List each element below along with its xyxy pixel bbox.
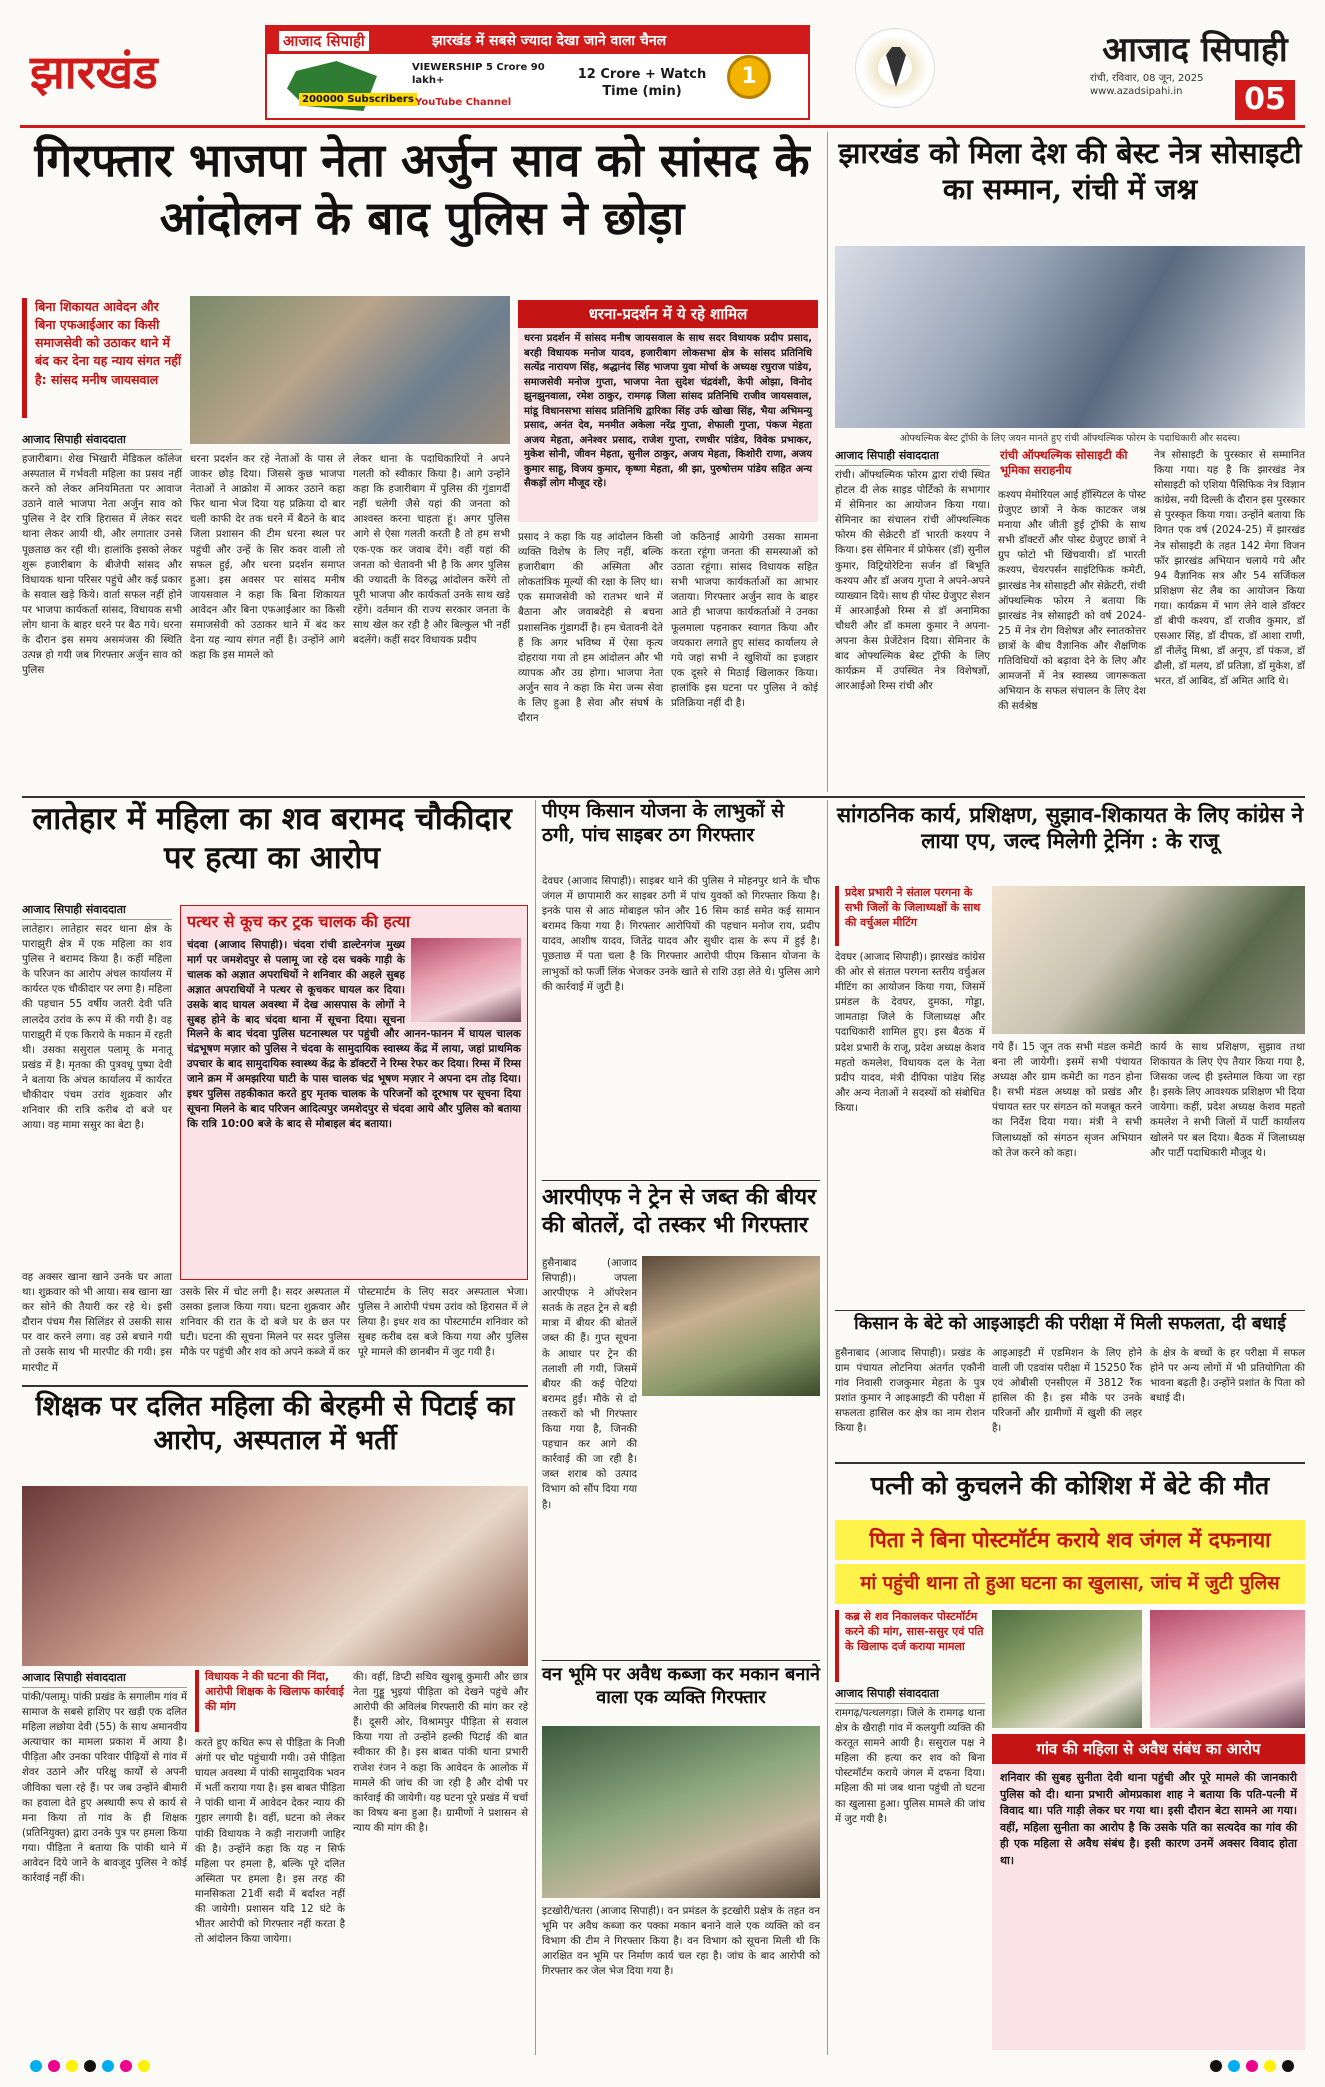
congress-meeting-photo [992,886,1305,1034]
dalit-col1: पांकी/पलामू। पांकी प्रखंड के सगालीम गांव में सामाज के सबसे हाशिए पर खड़ी एक दलित महिला लछोया देवी (55) के साथ अमानवीय अत्याचार का मामला प्रकाश में आया है। पीड़िता और उनका परिवार पीढ़ियों से गांव में शेवर उठाने और परिक्षु कार्यों से अपनी जीविका चला रहे हैं। पर जब उन्होंने बीमारी का हवाला देते हुए अस्थायी रूप से कार्य से मना किया तो गांव के ही शिक्षक (प्रतिनियुक्त) द्वारा उनके पुत्र पर हमला किया गया। पीड़िता ने बताया कि पांकी थाने में आवेदन दिये जाने के बावजूद पुलिस ने कोई कार्रवाई नहीं की। [22,1692,187,1885]
arjun-col2: धरना प्रदर्शन कर रहे नेताओं के पास ले जाकर छोड़ दिया। जिससे कुछ भाजपा नेताओं ने आक्रोश में आकर उठाने कहा फिर थाना भेज दिया यह प्रक्रिया दो बार चली काफी देर तक धरने में बैठने के बाद जिला प्रशासन की टीम धरना स्थल पर पहुंची और उन्हें के सिर कवर वाली तो सफल हुई, और धरना प्रदर्शन समाप्त हुआ। इस अवसर पर सांसद मनीष जायसवाल ने कहा कि बिना शिकायत आवेदन और बिना एफआईआर का किसी समाजसेवी को उठाकर थाने में बंद कर देना यह न्याय संगत नहीं है। उन्होंने आगे कहा कि इस मामले को [190,454,345,662]
rpf-text: हुसैनाबाद (आजाद सिपाही)। जपला आरपीएफ ने ऑपरेशन सतर्क के तहत ट्रेन से बड़ी मात्रा में बीयर की बोतलें जब्त की हैं। गुप्त सूचना के आधार पर ट्रेन की तलाशी ली गयी, जिसमें बीयर की कई पेटियां बरामद हुईं। मौके से दो तस्करों को भी गिरफ्तार किया गया है, जिनकी पहचान कर आगे की कार्रवाई की जा रही है। जब्त शराब को उत्पाद विभाग को सौंप दिया गया है। [542,1258,637,1511]
pen-nib-logo-icon [855,28,935,108]
arjun-col4: प्रसाद ने कहा कि यह आंदोलन किसी व्यक्ति विशेष के लिए नहीं, बल्कि हजारीबाग की अस्मिता और लोकतांत्रिक मूल्यों की रक्षा के लिए था। एक समाजसेवी को रातभर थाने में बैठाना और जवाबदेही से बचना प्रशासनिक गुंडागर्दी है। हम चेतावनी देते हैं कि अगर भविष्य में ऐसा कृत्य दोहराया गया तो हम आंदोलन और भी व्यापक और उग्र होगा। भाजपा नेता अर्जुन साव ने कहा कि मेरा जन्म सेवा के लिए हुआ है सेवा और संघर्ष के दौरान [518,532,663,725]
arjun-byline: आजाद सिपाही संवाददाता [22,432,182,450]
iit-col2: आइआइटी में एडमिशन के लिए होने वाली जी एडवांस परीक्षा में 15250 रैंक एवं ओबीसी एनसीएल में 3812 रैंक हासिल की है। इस मौके पर उनके परिजनों और ग्रामीणों में खुशी की लहर है। [992,1348,1142,1435]
dalit-headline: शिक्षक पर दलित महिला की बेरहमी से पिटाई का आरोप, अस्पताल में भर्ती [35,1391,515,1456]
arjun-col5: जो कठिनाई आयेगी उसका सामना करता रहूंगा जनता की समस्याओं को उठाता रहूंगा। सांसद विधायक सहित सभी भाजपा कार्यकर्ताओं का आभार जताया। गिरफ्तार अर्जुन साव के बाहर आते ही भाजपा कार्यकर्ताओं ने उनका फूलमाला पहनाकर स्वागत किया और जयकारा लगाते हुए सांसद कार्यालय ले गये जहां सभी ने खुशियों का इजहार एक दूसरे से मिठाई खिलाकर किया। हालांकि इस घटना पर पुलिस ने कोई प्रतिक्रिया नहीं दी है। [671,532,818,710]
rpf-seized-beer-photo [642,1256,820,1396]
postmortem-kicker: कब्र से शव निकालकर पोस्टमॉर्टम करने की मांग, सास-ससुर एवं पति के खिलाफ दर्ज कराया मामला [835,1610,985,1682]
eye-col2: कश्यप मेमोरियल आई हॉस्पिटल के पोस्ट ग्रेजुएट छात्रों ने केक काटकर जश्न मनाया और जीती हुई ट्रॉफी के साथ सभी डॉक्टरों और पोस्ट ग्रेजुएट छात्रों ने ग्रुप फोटो भी खिंचवायी। डॉ भारती कश्यप, चेयरपर्सन साइंटिफिक कमेटी, झारखंड नेत्र सोसाइटी और सेक्रेटरी, रांची ऑफ्थल्मिक फोरम ने बताया कि झारखंड नेत्र सोसाइटी को वर्ष 2024-25 में नेत्र रोग विशेषज्ञ और स्नातकोत्तर छात्रों के बीच वैज्ञानिक और शैक्षणिक गतिविधियों को बढ़ावा देने के लिए और आमजनों में नेत्र स्वास्थ्य जागरूकता अभियान के सफल संचालन के लिए देश की सर्वश्रेष्ठ [998,490,1146,713]
dalit-col2: करते हुए कथित रूप से पीड़िता के निजी अंगों पर चोट पहुंचायी गयी। उसे पीड़िता घायल अवस्था में पांकी सामुदायिक भवन में भर्ती कराया गया है। इस बाबत पीड़िता ने पांकी थाना में आवेदन देकर न्याय की गुहार लगायी है। वहीं, घटना को लेकर पांकी विधायक ने कड़ी नाराजगी जाहिर की है। उन्होंने कहा कि यह न सिर्फ महिला पर हमला है, बल्कि पूरे दलित अस्मिता पर हमला है। इस तरह की मानसिकता 21वीं सदी में बर्दाश्त नहीं की जायेगी। प्रशासन यदि 12 घंटे के भीतर आरोपी को गिरफ्तार नहीं करता है तो आंदोलन किया जायेगा। [195,1738,345,1946]
section-rule [542,1660,820,1661]
iit-col3: के क्षेत्र के बच्चों के हर परीक्षा में सफल होने पर अन्य लोगों में भी प्रतियोगिता की भावना बढ़ती है। उन्होंने प्रशांत के पिता को बधाई दी। [1150,1348,1305,1405]
dalit-hospital-photo [22,1486,528,1666]
rpf-text-continued [542,1430,820,1660]
section-rule [835,1462,1305,1464]
iit-col1: हुसैनाबाद (आजाद सिपाही)। प्रखंड के ग्राम पंचायत लोटनिया अंतर्गत एकौनी गांव निवासी राजकुमार मेहता के पुत्र प्रशांत कुमार ने आइआइटी की परीक्षा में सफलता हासिल कर क्षेत्र का नाम रोशन किया है। [835,1348,985,1435]
congress-kicker: प्रदेश प्रभारी ने संताल परगना के सभी जिलों के जिलाध्यक्षों के साथ की वर्चुअल मीटिंग [835,886,985,946]
truck-text [187,938,521,1132]
dalit-byline: आजाद सिपाही संवाददाता [22,1670,187,1688]
eye-award-photo [835,246,1305,428]
truck-text-body: चंदवा (आजाद सिपाही)। चंदवा रांची डाल्टेनगंज मुख्य मार्ग पर जमशेदपुर से पलामू जा रहे दस चक्के गाड़ी के चालक को अज्ञात अपराधियों ने शनिवार की अहले सुबह अज्ञात अपराधियों ने पत्थर से कूचकर घायल कर दिया। उसके बाद घायल अवस्था में देख आसपास के लोगों ने सुबह होने के बाद चंदवा थाना में सूचना दिया। सूचना मिलने के बाद चंदवा पुलिस घटनास्थल पर पहुंची और आनन-फानन में घायल चालक चंद्रभूषण मज़ार को पुलिस ने चंदवा के सामुदायिक स्वास्थ्य केंद्र में लाया, जहां प्राथमिक उपचार के बाद सामुदायिक स्वास्थ्य केंद्र के डॉक्टरों ने रिम्स रेफर कर दिया। रिम्स में रिम्स जाने क्रम में अमझरिया घाटी के पास चालक चंद्र भूषण मज़ार ने अपना दम तोड़ दिया। इधर पुलिस तहकीकात करते हुए मृतक चालक के परिजनों को दूरभाष पर सूचना दिया सूचना मिलने के बाद परिजन आदित्यपुर जमशेदपुर से चंदवा आये और पुलिस को बताया कि रात्रि 10:00 बजे के बाद से मोबाइल बंद बताया। [187,939,521,1130]
truck-title: पत्थर से कूच कर ट्रक चालक की हत्या [187,912,410,931]
ad-watchtime: 12 Crore + Watch Time (min) [577,67,707,99]
eye-subhead: रांची ऑफ्थल्मिक सोसाइटी की भूमिका सराहनीय [1000,448,1128,477]
postmortem-headline2: मां पहुंची थाना तो हुआ घटना का खुलासा, जांच में जुटी पुलिस [835,1564,1305,1604]
latehar-col-a: उसके सिर में चोट लगी है। सदर अस्पताल में उसका इलाज किया गया। घटना शुक्रवार और शनिवार की रात के दो बजे घर के छत पर घटी। घटना की सूचना मिलने पर सदर पुलिस मौके पर पहुंची और शव को अपने कब्जे में कर [180,1287,350,1359]
congress-headline: सांगठनिक कार्य, प्रशिक्षण, सुझाव-शिकायत के लिए कांग्रेस ने लाया एप, जल्द मिलेगी ट्रेनिंग : के राजू [836,802,1304,854]
latehar-col1b: वह अक्सर खाना खाने उनके घर आता था। शुक्रवार को भी आया। सब खाना खा कर सोने की तैयारी कर रहे थे। इसी दौरान पंचम गैस सिलिंडर से उसकी सास पर वार करने लगा। वह उसे बचाने गयी तो उसके साथ भी मारपीट की गयी। इस मारपीट में [22,1272,172,1374]
postmortem-byline: आजाद सिपाही संवाददाता [835,1686,985,1704]
section-rule [22,796,1305,798]
arjun-protest-photo [190,296,510,444]
arjun-box-title: धरना-प्रदर्शन में ये रहे शामिल [518,300,818,328]
website[interactable]: www.azadsipahi.in [1090,86,1183,97]
pmkisan-text: देवघर (आजाद सिपाही)। साइबर थाने की पुलिस ने मोहनपुर थाने के चौफ जंगल में छापामारी कर साइबर ठगी में पांच युवकों को गिरफ्तार किया है। इनके पास से आठ मोबाइल फोन और 16 सिम कार्ड समेत कई सामान बरामद किया गया है। गिरफ्तार आरोपियों की पहचान मनोज राय, प्रदीप यादव, आशीष यादव, जितेंद्र यादव और सुधीर दास के रूप में हुई है। पूछताछ में पता चला है कि गिरफ्तार आरोपी पीएम किसान योजना के लाभुकों को फर्जी लिंक भेजकर उनके खाते से राशि उड़ा लेते थे। पुलिस आगे की कार्रवाई में जुटी है। [542,876,820,993]
section-title: झारखंड [30,45,158,99]
latehar-col1: लातेहार। लातेहार सदर थाना क्षेत्र के पाराझुरी क्षेत्र में एक महिला का शव पुलिस ने बरामद किया है। कहीं महिला के परिजन का आरोप अंचल कार्यालय में कार्यरत एक चौकीदार पर लगा है। महिला की पहचान 55 वर्षीय जतरी देवी पति लालदेव उरांव के रूप में की गयी है। वह पाराझुरी में एक किराये के मकान में रहती थी। उसका ससुराल पलामू के मनातू प्रखंड में है। मृतका की पुत्रवधू पुष्पा देवी ने बताया कि अंचल कार्यालय में कार्यरत चौकीदार पंचम उरांव शुक्रवार और शनिवार की रात्रि करीब दो बजे घर आया। वह मामा ससुर का बेटा है। [22,924,172,1132]
pmkisan-headline: पीएम किसान योजना के लाभुकों से ठगी, पांच साइबर ठग गिरफ्तार [542,800,785,846]
ad-tagline: झारखंड में सबसे ज्यादा देखा जाने वाला चैनल [267,27,808,54]
postmortem-headline1: पिता ने बिना पोस्टमॉर्टम कराये शव जंगल में दफनाया [835,1520,1305,1560]
eye-col3: नेत्र सोसाइटी के पुरस्कार से सम्मानित किया गया। यह है कि झारखंड नेत्र सोसाइटी को एशिया पैसिफिक नेत्र विज्ञान कांग्रेस, नयी दिल्ली के दौरान इस पुरस्कार से पुरस्कृत किया गया। उन्होंने बताया कि विगत एक वर्ष (2024-25) में झारखंड नेत्र सोसाइटी के तहत 142 मेगा विजन फॉर झारखंड अभियान चलाये गये और 94 वैज्ञानिक सत्र और 54 सर्जिकल प्रशिक्षण सेट लैब का आयोजन किया गया। कार्यक्रम में भाग लेने वाले डॉक्टर डॉ बीपी कश्यप, डॉ राजीव कुमार, डॉ एसआर सिंह, डॉ दीपक, डॉ आशा राणी, डॉ नीलेंदु मिश्रा, डॉ अनूप, डॉ पंकज, डॉ ढौली, डॉ मलय, डॉ प्रतिज्ञा, डॉ मुकेश, डॉ भरत, डॉ आबिद, डॉ अमित आदि थे। [1154,450,1305,688]
ad-subscribers: 200000 Subscribers [299,93,417,106]
forest-arrest-photo [542,1726,820,1898]
ad-youtube: YouTube Channel [415,97,512,108]
dalit-col3: की। वहीं, डिप्टी सचिव खुशबू कुमारी और छात्र नेता गुड्डू भुइयां पीड़िता को देखने पहुंचे और आरोपी की अविलंब गिरफ्तारी की मांग कर रहे हैं। दूसरी ओर, विश्रामपुर पीड़िता से सवाल किया गया तो उन्होंने हल्की पिटाई की बात स्वीकार की है। इस बाबत पांकी थाना प्रभारी राजेश रंजन ने कहा कि आवेदन के आलोक में मामले की जांच की जा रही है और दोषी पर कार्रवाई की जायेगी। यह घटना पूरे प्रखंड में चर्चा का विषय बना हुआ है। ग्रामीणों ने प्रशासन से न्याय की मांग की है। [353,1672,528,1834]
arjun-col3: लेकर थाना के पदाधिकारियों ने अपने गलती को स्वीकार किया है। आगे उन्होंने कहा कि हजारीबाग में पुलिस की गुंडागर्दी नहीं चलेगी जैसे यहां की जनता को आश्वस्त करना चाहता हूं। अगर पुलिस आगे से ऐसा गलती करती है तो हम सभी एक-एक कर जवाब देंगे। वहीं यहां की जनता को चेतावनी भी है कि अगर पुलिस की ज्यादती के विरुद्ध आंदोलन करेंगे तो पूरी भाजपा और कार्यकर्ता उनके साथ खड़े रहेंगे। वर्तमान की राज्य सरकार जनता के साथ खेल कर रही है और बिल्कुल भी नहीं बदलेंगे। कहीं सदर विधायक प्रदीप [353,454,510,647]
forest-text: इटखोरी/चतरा (आजाद सिपाही)। वन प्रमंडल के इटखोरी प्रक्षेत्र के तहत वन भूमि पर अवैध कब्जा कर पक्का मकान बनाने वाले एक व्यक्ति को वन विभाग की टीम ने गिरफ्तार किया है। वन विभाग को सूचना मिली थी कि आरक्षित वन भूमि पर निर्माण कार्य चल रहा है। जांच के बाद आरोपी को गिरफ्तार कर जेल भेज दिया गया है। [542,1906,820,1978]
arjun-kicker: बिना शिकायत आवेदन और बिना एफआईआर का किसी समाजसेवी को उठाकर थाने में बंद कर देना यह न्याय संगत नहीं है: सांसद मनीष जायसवाल [22,298,182,418]
masthead-rule [20,125,1305,128]
congress-col2: गये हैं। 15 जून तक सभी मंडल कमेटी बना ली जायेगी। इसमें सभी पंचायत अध्यक्ष और ग्राम कमेटी का गठन होना है। सभी मंडल अध्यक्ष को प्रखंड और पंचायत स्तर पर संगठन को मजबूत करने का निर्देश दिया गया। मंत्री ने सभी जिलाध्यक्षों को संगठन सृजन अभियान को तेज करने को कहा। [992,1042,1142,1159]
arjun-box-text: धरना प्रदर्शन में सांसद मनीष जायसवाल के साथ सदर विधायक प्रदीप प्रसाद, बरही विधायक मनोज यादव, हजारीबाग लोकसभा क्षेत्र के सांसद प्रतिनिधि सत्येंद्र नारायण सिंह, श्रद्धानंद सिंह भाजपा युवा मोर्चा के अध्यक्ष रघुराज पांडेय, समाजसेवी मनोज गुप्ता, भाजपा नेता सुदेश चंद्रवंशी, केपी ओझा, विनोद झुनझुनवाला, रमेश ठाकुर, रामगढ़ जिला सांसद प्रतिनिधि राजीव जायसवाल, मांडू विधानसभा सांसद प्रतिनिधि द्वारिका सिंह उर्फ खोखा सिंह, भैया अभिमन्यु प्रसाद, अनंत देव, मनमीत अकेला नरेंद्र गुप्ता, शेफाली गुप्ता, पंकज मेहता अजय मेहता, अनेश्वर प्रसाद, राजेश गुप्ता, रणधीर पांडेय, विवेक प्रभाकर, मुकेश सोनी, जीवन मेहता, सुनील ठाकुर, अजय मेहता, किशोरी राणा, अजय कुमार साहू, विजय कुमार, कृष्णा मेहता, श्री झा, पुरुषोत्तम पांडेय सहित अन्य सैकड़ों लोग मौजूद रहे। [524,333,812,489]
latehar-byline: आजाद सिपाही संवाददाता [22,902,172,920]
section-rule [835,1310,1305,1311]
rpf-headline: आरपीएफ ने ट्रेन से जब्त की बीयर की बोतलें, दो तस्कर भी गिरफ्तार [542,1184,817,1238]
print-registration-marks [1210,2060,1294,2072]
column-divider [827,800,828,2055]
column-divider [827,132,828,792]
truck-murder-box [180,905,528,1280]
ad-viewership: VIEWERSHIP 5 Crore 90 lakh+ [412,62,545,86]
column-divider [535,800,536,2055]
affair-box-text: शनिवार की सुबह सुनीता देवी थाना पहुंची और पूरे मामले की जानकारी पुलिस को दी। थाना प्रभारी ओमप्रकाश शाह ने बताया कि पति-पत्नी में विवाद था। पति गाड़ी लेकर घर गया था। इसी दौरान बेटा सामने आ गया। वहीं, महिला सुनीता का आरोप है कि उसके पति का सत्यदेव का गांव की ही एक महिला से अवैध संबंध है। इसी कारण उनमें अक्सर विवाद होता था। [1000,1771,1297,1867]
iit-headline: किसान के बेटे को आइआइटी की परीक्षा में मिली सफलता, दी बधाई [854,1314,1286,1334]
postmortem-text: रामगढ़/पत्थलगड़ा। जिले के रामगढ़ थाना क्षेत्र के खैराही गांव में कलयुगी व्यक्ति की करतूत सामने आयी है। ससुराल पक्ष ने महिला की हत्या कर शव को बिना पोस्टमॉर्टम कराये जंगल में दफना दिया। महिला की मां जब थाना पहुंची तो घटना का खुलासा हुआ। पुलिस मामले की जांच में जुट गयी है। [835,1708,985,1825]
eye-byline: आजाद सिपाही संवाददाता [835,448,990,466]
ad-brand: आजाद सिपाही [279,31,369,51]
village-house-photo [992,1610,1142,1728]
eye-col1: रांची। ऑफ्थल्मिक फोरम द्वारा रांची स्थित होटल दी लेक साइड पोर्टिको के सभागार में सेमिनार का आयोजन किया गया। सेमिनार का संचालन रांची ऑफ्थल्मिक फोरम की सेक्रेटरी डॉ भारती कश्यप ने किया। इस सेमिनार में प्रोफेसर (डॉ) सुनील कुमार, विट्रियोरेटिना सर्जन डॉ बिभूति कश्यप और डॉ अजय गुप्ता ने अपने-अपने व्याख्यान दिये। साथ ही पोस्ट ग्रेजुएट सेशन में आरआईओ रिम्स से डॉ अनामिका चौधरी और डॉ कमला कुमार ने अपना-अपना केस प्रेजेंटेशन दिया। सेमिनार के बाद ओफ्थल्मिक बेस्ट ट्रॉफी के लिए कार्यक्रम में उपस्थित नेत्र विशेषज्ञों, आरआईओ रिम्स रांची और [835,470,990,693]
youtube-icon [415,97,511,108]
channel-ad-banner[interactable] [265,25,810,120]
rank-medal-icon: 1 [727,55,771,99]
forest-headline: वन भूमि पर अवैध कब्जा कर मकान बनाने वाला एक व्यक्ति गिरफ्तार [542,1664,821,1708]
arjun-attendees-box [518,300,818,522]
affair-box-title: गांव की महिला से अवैध संबंध का आरोप [992,1734,1305,1764]
print-registration-marks [30,2060,150,2072]
affair-allegation-box [992,1734,1305,2050]
page-number: 05 [1235,80,1295,120]
victim-portrait-photo [1150,1610,1305,1728]
arjun-headline: गिरफ्तार भाजपा नेता अर्जुन साव को सांसद के आंदोलन के बाद पुलिस ने छोड़ा [34,133,810,245]
eye-photo-caption: ओफ्थल्मिक बेस्ट ट्रॉफी के लिए जयन मानते हुए रांची ऑफ्थल्मिक फोरम के पदाधिकारी और सदस्य। [899,433,1241,444]
section-rule [22,1385,528,1387]
paper-name: आजाद सिपाही [1102,30,1288,70]
eye-headline: झारखंड को मिला देश की बेस्ट नेत्र सोसाइटी का सम्मान, रांची में जश्न [838,136,1302,207]
congress-col3: कार्य के साथ प्रशिक्षण, सुझाव तथा शिकायत के लिए ऐप तैयार किया गया है, जिसका जल्द ही इस्तेमाल किया जा रहा है। इसके लिए आवश्यक प्रशिक्षण भी दिया जायेगा। कहीं, प्रदेश अध्यक्ष केशव महतो कमलेश ने सभी जिलों में पार्टी कार्यालय खोलने पर बल दिया। बैठक में जिलाध्यक्ष और पार्टी पदाधिकारी मौजूद थे। [1150,1042,1305,1159]
latehar-headline: लातेहार में महिला का शव बरामद चौकीदार पर हत्या का आरोप [32,801,512,876]
dalit-side-kicker: विधायक ने की घटना की निंदा, आरोपी शिक्षक के खिलाफ कार्रवाई की मांग [195,1670,345,1732]
section-rule [542,1180,820,1181]
arjun-col1: हजारीबाग। शेख भिखारी मेडिकल कॉलेज अस्पताल में गर्भवती महिला का प्रसव नहीं करने को लेकर अनियमितता पर आवाज उठाने वाले भाजपा नेता अर्जुन साव को पुलिस ने देर रात्रि हिरासत में लेकर सदर थाना लेकर आयी थी, और लगातार उनसे पूछताछ कर रही थी। हालांकि इसको लेकर शुरू हजारीबाग के बीजेपी सांसद और विधायक थाना परिसर पहुंचे और कई प्रकार के सवाल खड़े किये। वार्ता सफल नहीं होने पर भाजपा कार्यकर्ता सांसद, विधायक सभी लोग थाना के बाहर धरने पर बैठ गये। धरना के दौरान इस समय असमंजस की स्थिति उत्पन्न हो गयी जब गिरफ्तार अर्जुन साव को पुलिस [22,454,182,677]
wife-headline: पत्नी को कुचलने की कोशिश में बेटे की मौत [870,1471,1270,1500]
date-line: रांची, रविवार, 08 जून, 2025 [1090,73,1204,84]
congress-col1: देवघर (आजाद सिपाही)। झारखंड कांग्रेस की ओर से संताल परगना स्तरीय वर्चुअल मीटिंग का आयोजन किया गया, जिसमें प्रमंडल के देवघर, दुमका, गोड्डा, जामताड़ा जिले के जिलाध्यक्ष और पदाधिकारी शामिल हुए। इस बैठक में प्रदेश प्रभारी के राजू, प्रदेश अध्यक्ष केशव महतो कमलेश, विधायक दल के नेता प्रदीप यादव, मंत्री दीपिका पांडेय सिंह और अन्य नेताओं ने सदस्यों को संबोधित किया। [835,952,985,1114]
latehar-col-b: पोस्टमार्टम के लिए सदर अस्पताल भेजा। पुलिस ने आरोपी पंचम उरांव को हिरासत में ले लिया है। इधर शव का पोस्टमार्टम शनिवार को सुबह करीब दस बजे किया गया और पुलिस पूरे मामले की छानबीन में जुट गयी है। [358,1287,528,1359]
